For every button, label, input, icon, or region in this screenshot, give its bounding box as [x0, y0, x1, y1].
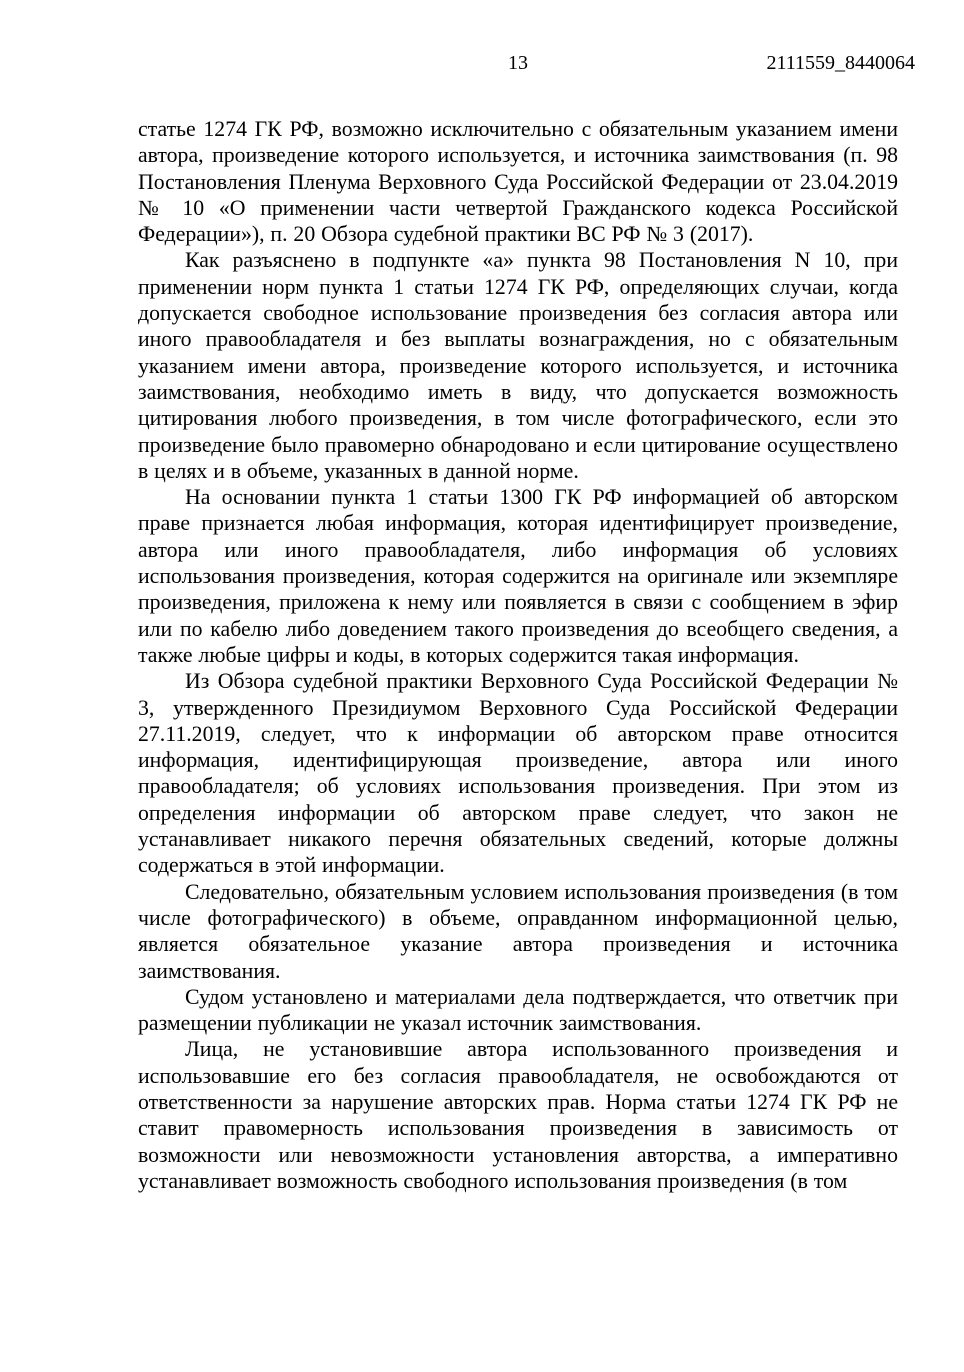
- page-header: [0, 0, 964, 100]
- document-id: 2111559_8440064: [766, 52, 915, 74]
- paragraph: На основании пункта 1 статьи 1300 ГК РФ информацией об авторском праве признается любая информация, которая идентифицирует произведение, автора или иного правообладателя, либо информация об условиях использования произведения, которая содержится на оригинале или экземпляре произведения, приложена к нему или появляется в связи с сообщением в эфир или по кабелю либо доведением такого произведения до всеобщего сведения, а также любые цифры и коды, в которых содержится такая информация.: [138, 485, 898, 667]
- paragraph: Следовательно, обязательным условием использования произведения (в том числе фотографического) в объеме, оправданном информационной целью, является обязательное указание автора произведения и источника заимствования.: [138, 879, 898, 983]
- paragraph: Судом установлено и материалами дела подтверждается, что ответчик при размещении публикации не указал источник заимствования.: [138, 984, 898, 1036]
- paragraph: Лица, не установившие автора использованного произведения и использовавшие его без согласия правообладателя, не освобождаются от ответственности за нарушение авторских прав. Норма статьи 1274 ГК РФ не ставит правомерность использования произведения в зависимость от возможности или невозможности установления авторства, а императивно устанавливает возможность свободного использования произведения (в том: [138, 1037, 898, 1193]
- paragraph: статье 1274 ГК РФ, возможно исключительно с обязательным указанием имени автора, произведение которого используется, и источника заимствования (п. 98 Постановления Пленума Верховного Суда Российской Федерации от 23.04.2019 № 10 «О применении части четвертой Гражданского кодекса Российской Федерации»), п. 20 Обзора судебной практики ВС РФ № 3 (2017).: [138, 117, 898, 247]
- paragraph: Из Обзора судебной практики Верховного Суда Российской Федерации № 3, утвержденного Президиумом Верховного Суда Российской Федерации 27.11.2019, следует, что к информации об авторском праве относится информация, идентифицирующая произведение, автора или иного правообладателя; об условиях использования произведения. При этом из определения информации об авторском праве следует, что закон не устанавливает никакого перечня обязательных сведений, которые должны содержаться в этой информации.: [138, 669, 898, 878]
- page-number: 13: [508, 52, 528, 74]
- paragraph: Как разъяснено в подпункте «а» пункта 98 Постановления N 10, при применении норм пункта 1 статьи 1274 ГК РФ, определяющих случаи, когда допускается свободное использование произведения без согласия автора или иного правообладателя и без выплаты вознаграждения, но с обязательным указанием имени автора, произведение которого используется, и источника заимствования, необходимо иметь в виду, что допускается возможность цитирования любого произведения, в том числе фотографического, если это произведение было правомерно обнародовано и если цитирование осуществлено в целях и в объеме, указанных в данной норме.: [138, 248, 898, 483]
- document-body: [138, 116, 898, 1194]
